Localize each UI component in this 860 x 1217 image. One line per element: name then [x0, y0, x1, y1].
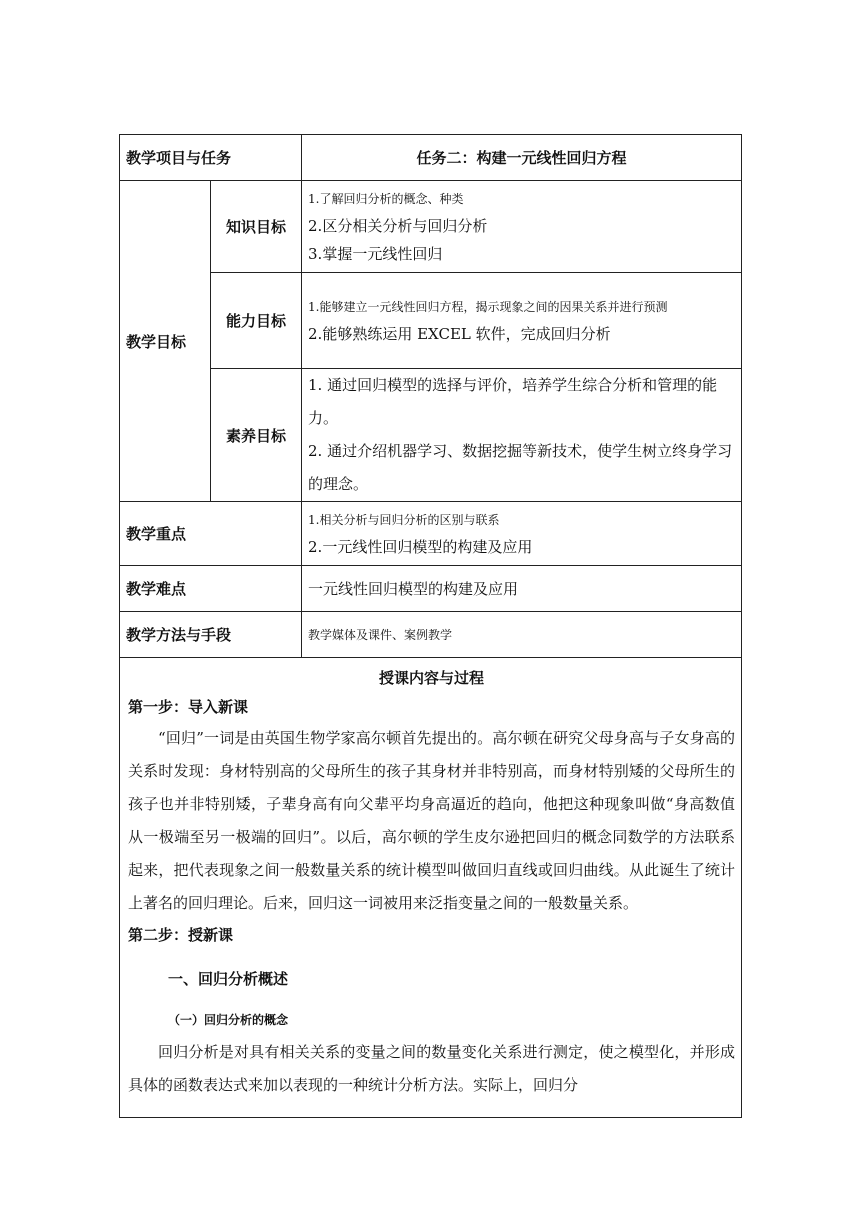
methods-row [120, 612, 742, 658]
difficulties-row [120, 566, 742, 612]
literacy-items [302, 369, 742, 502]
concept-paragraph: 回归分析是对具有相关关系的变量之间的数量变化关系进行测定，使之模型化，并形成具体的函数表达式来加以表现的一种统计分析方法。实际上，回归分 [128, 1043, 736, 1094]
key-point-item: 1.相关分析与回归分析的区别与联系 [308, 512, 500, 527]
key-points-row [120, 502, 742, 566]
project-label: 教学项目与任务 [120, 135, 302, 181]
literacy-label: 素养目标 [211, 369, 302, 502]
step-heading: 第一步：导入新课 [128, 698, 249, 716]
intro-paragraph: “回归”一词是由英国生物学家高尔顿首先提出的。高尔顿在研究父母身高与子女身高的关系时发现：身材特别高的父母所生的孩子其身材并非特别高，而身材特别矮的父母所生的孩子也并非特别矮，子辈身高有向父辈平均身高逼近的趋向，他把这种现象叫做“身高数值从一极端至另一极端的回归”。以后，高尔顿的学生皮尔逊把回归的概念同数学的方法联系起来，把代表现象之间一般数量关系的统计模型叫做回归直线或回归曲线。从此诞生了统计上著名的回归理论。后来，回归这一词被用来泛指变量之间的一般数量关系。 [128, 729, 736, 912]
methods-value: 教学媒体及课件、案例教学 [302, 612, 742, 658]
ability-items [302, 273, 742, 369]
content-row [120, 658, 742, 1118]
ability-row [120, 273, 742, 369]
difficulties-value: 一元线性回归模型的构建及应用 [302, 566, 742, 612]
key-points-items [302, 502, 742, 566]
lesson-content [120, 658, 742, 1118]
project-value: 任务二：构建一元线性回归方程 [302, 135, 742, 181]
knowledge-items [302, 181, 742, 273]
section-heading: 一、回归分析概述 [168, 970, 289, 988]
lesson-plan-table [119, 134, 742, 1118]
key-point-item: 2.一元线性回归模型的构建及应用 [308, 537, 533, 556]
difficulties-label: 教学难点 [120, 566, 302, 612]
knowledge-row [120, 181, 742, 273]
key-points-label: 教学重点 [120, 502, 302, 566]
ability-label: 能力目标 [211, 273, 302, 369]
section-title: 授课内容与过程 [379, 669, 485, 687]
literacy-item: 1. 通过回归模型的选择与评价，培养学生综合分析和管理的能力。 [308, 376, 718, 427]
literacy-item: 2. 通过介绍机器学习、数据挖掘等新技术，使学生树立终身学习的理念。 [308, 442, 733, 493]
step-heading: 第二步：授新课 [128, 926, 234, 944]
objectives-label: 教学目标 [120, 181, 211, 502]
subsection-heading: （一）回归分析的概念 [168, 1013, 289, 1027]
knowledge-item: 3.掌握一元线性回归 [308, 244, 443, 263]
knowledge-label: 知识目标 [211, 181, 302, 273]
knowledge-item: 1.了解回归分析的概念、种类 [308, 191, 464, 206]
knowledge-item: 2.区分相关分析与回归分析 [308, 216, 488, 235]
ability-item: 1.能够建立一元线性回归方程，揭示现象之间的因果关系并进行预测 [308, 299, 668, 314]
literacy-row [120, 369, 742, 502]
methods-label: 教学方法与手段 [120, 612, 302, 658]
project-row [120, 135, 742, 181]
ability-item: 2.能够熟练运用 EXCEL 软件，完成回归分析 [308, 324, 611, 343]
